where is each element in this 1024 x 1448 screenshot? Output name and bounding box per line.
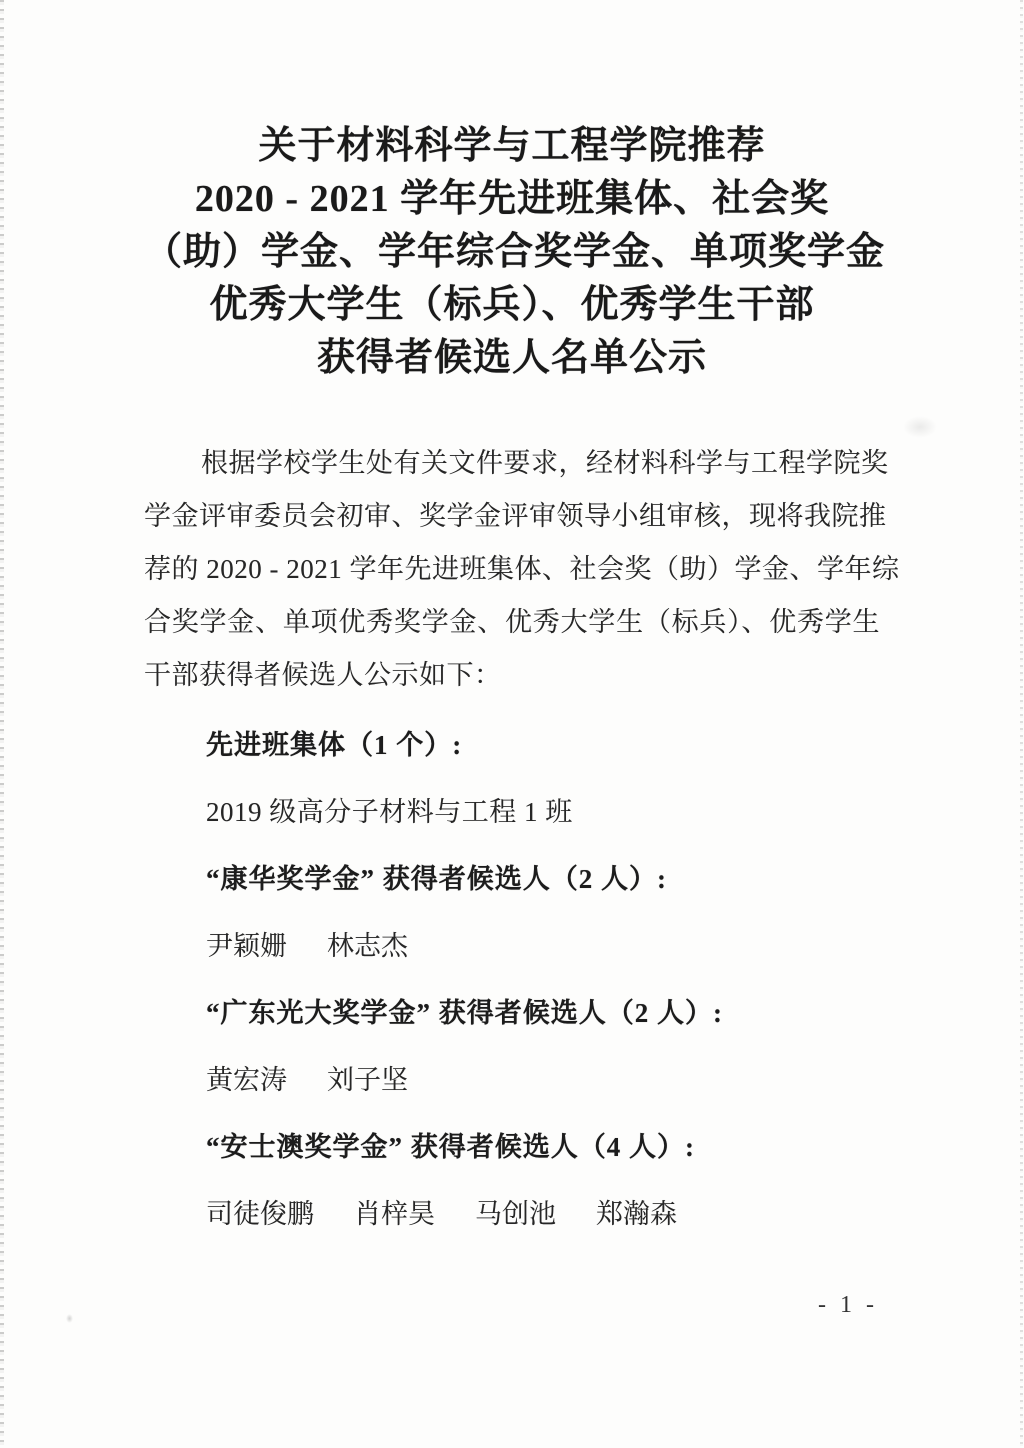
paragraph-line: 荐的 2020 - 2021 学年先进班集体、社会奖（助）学金、学年综 — [144, 554, 900, 584]
candidate-name: 尹颖姗 — [206, 931, 287, 961]
names-row-anshiao — [144, 1181, 880, 1248]
candidate-name: 刘子坚 — [327, 1065, 408, 1095]
candidate-name: 郑瀚森 — [596, 1199, 677, 1229]
candidate-name: 黄宏涛 — [206, 1065, 287, 1095]
candidate-name: 司徒俊鹏 — [206, 1199, 314, 1229]
title-line-1: 关于材料科学与工程学院推荐 — [258, 125, 766, 167]
title-line-3: （助）学金、学年综合奖学金、单项奖学金 — [144, 231, 886, 273]
page-number: - 1 - — [818, 1292, 878, 1318]
section-heading-anshiao-scholarship: “安士澳奖学金” 获得者候选人（4 人）: — [206, 1132, 695, 1162]
scan-smudge — [903, 416, 937, 438]
section-heading-guangdong-everbright-scholarship: “广东光大奖学金” 获得者候选人（2 人）: — [206, 998, 723, 1028]
section-heading-advanced-class: 先进班集体（1 个）: — [206, 730, 463, 760]
document-title — [144, 120, 886, 385]
title-line-2: 2020 - 2021 学年先进班集体、社会奖 — [194, 178, 830, 220]
scan-right-edge-artifact — [1020, 0, 1023, 1448]
paragraph-line: 根据学校学生处有关文件要求，经材料科学与工程学院奖 — [201, 448, 889, 478]
section-heading-kanghua-scholarship: “康华奖学金” 获得者候选人（2 人）: — [206, 864, 667, 894]
names-row-kanghua — [144, 913, 880, 980]
candidate-name: 肖梓昊 — [354, 1199, 435, 1229]
candidate-name: 林志杰 — [327, 931, 408, 961]
title-line-4: 优秀大学生（标兵）、优秀学生干部 — [209, 284, 815, 326]
intro-paragraph — [144, 437, 900, 702]
scan-speck — [66, 1314, 73, 1323]
names-row-guangdong-everbright — [144, 1047, 880, 1114]
paragraph-line: 学金评审委员会初审、奖学金评审领导小组审核，现将我院推 — [144, 501, 887, 531]
paragraph-line: 合奖学金、单项优秀奖学金、优秀大学生（标兵）、优秀学生 — [144, 607, 880, 637]
document-content — [144, 0, 900, 1320]
sections-list — [144, 712, 880, 1248]
paragraph-line: 干部获得者候选人公示如下： — [144, 660, 502, 690]
scan-left-edge-artifact — [0, 0, 4, 1448]
candidate-name: 马创池 — [475, 1199, 556, 1229]
section-item-class-name: 2019 级高分子材料与工程 1 班 — [206, 797, 573, 827]
title-line-5: 获得者候选人名单公示 — [316, 337, 707, 379]
